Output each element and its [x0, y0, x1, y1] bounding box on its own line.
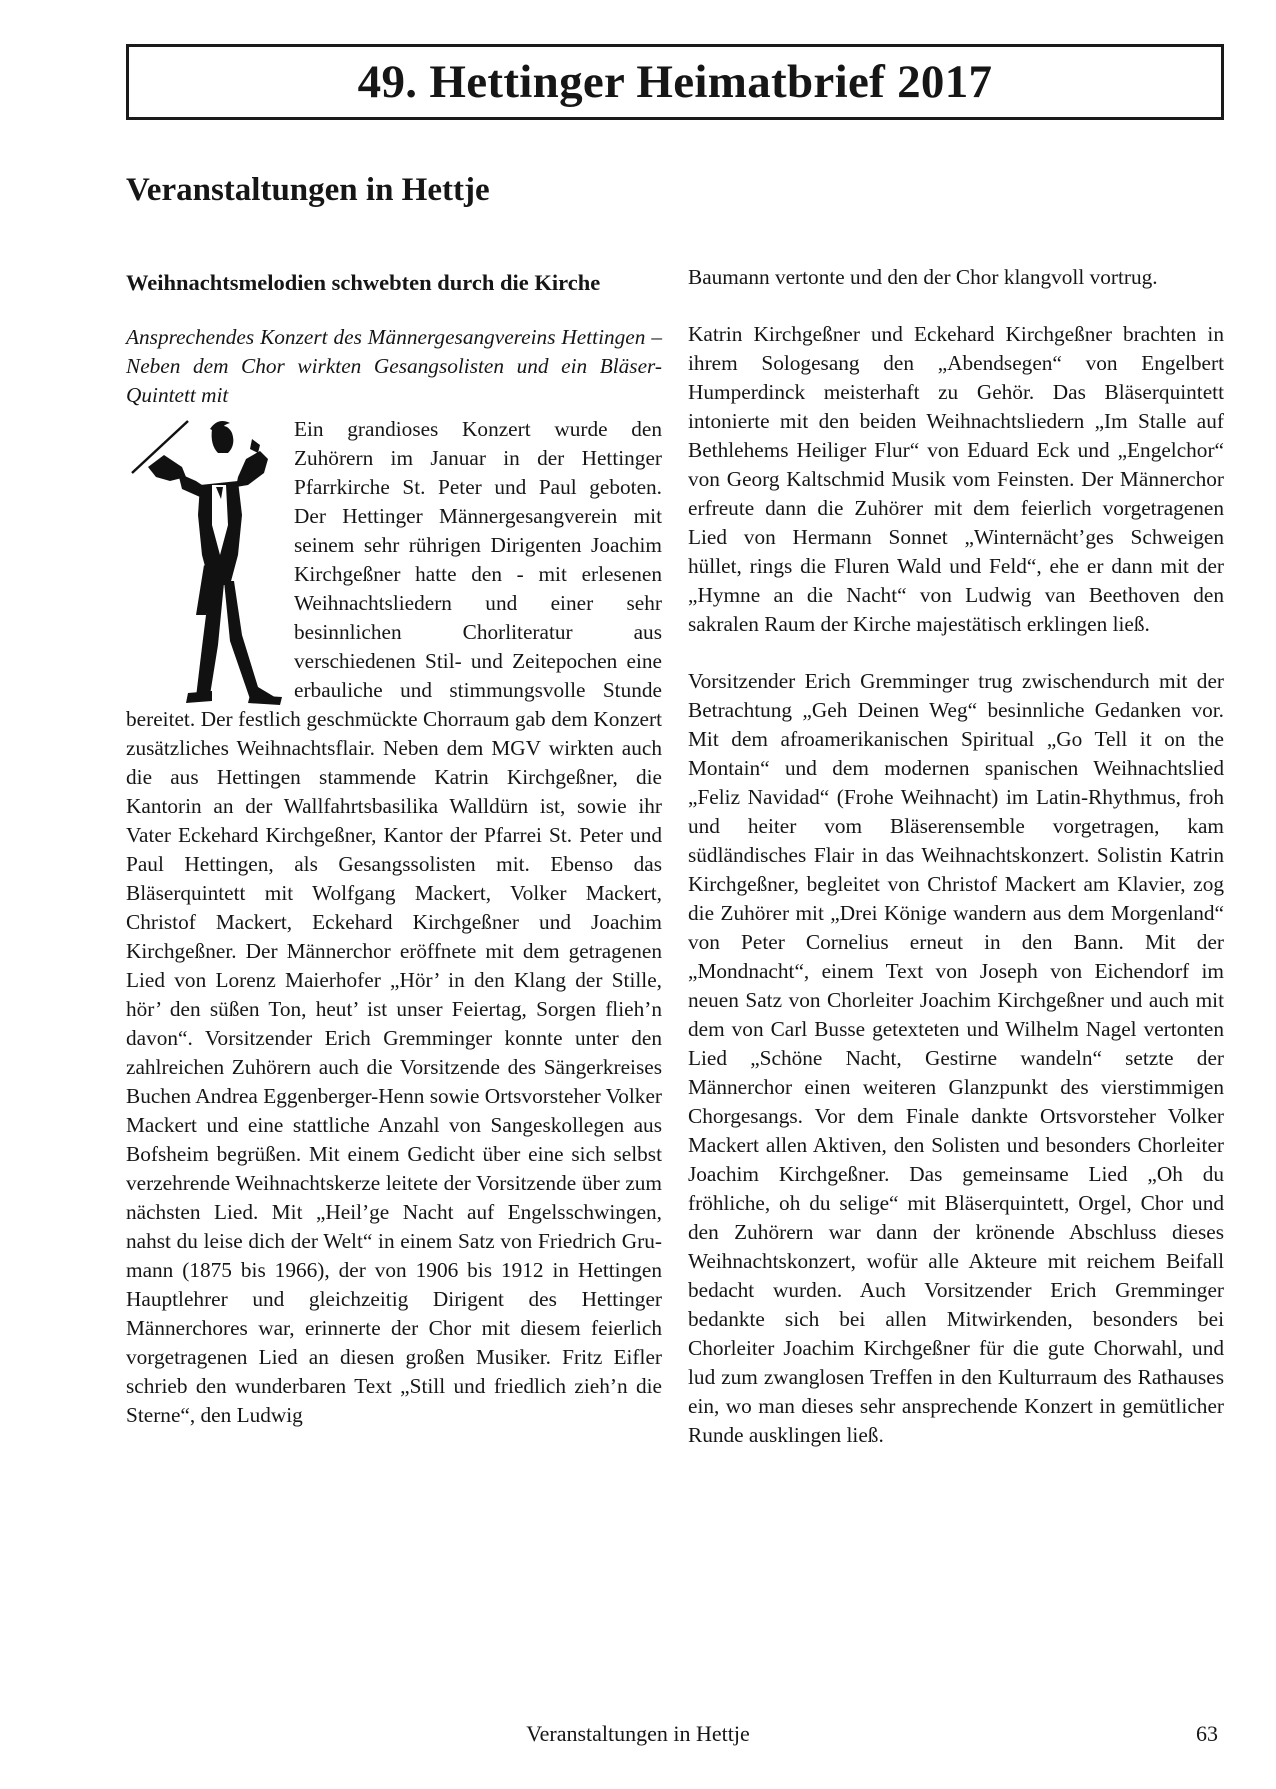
article-paragraph: Baumann vertonte und den der Chor klangvoll vortrug.	[688, 265, 1158, 289]
article-heading: Weihnachtsmelodien schwebten durch die Kirche	[126, 270, 601, 295]
section-title: Veranstaltungen in Hettje	[126, 172, 490, 208]
article-paragraph: Vorsitzender Erich Gremminger trug zwischendurch mit der Betrachtung „Geh Deinen Weg“ besinnliche Gedanken vor. Mit dem afroamerikanischen Spiritual „Go Tell it on the Montain“ und dem modernen spanischen Weihnachtslied „Feliz Navidad“ (Frohe Weihnacht) im Latin-Rhythmus, froh und heiter vom Bläserensemble vorgetragen, kam südländisches Flair in das Weihnachtskonzert. Solistin Katrin Kirchgeßner, begleitet von Christof Mackert am Klavier, zog die Zuhörer mit „Drei Könige wandern aus dem Morgenland“ von Peter Cornelius erneut in den Bann. Mit der „Mondnacht“, einem Text von Joseph von Eichendorf im neuen Satz von Chorleiter Joachim Kirchgeßner und auch mit dem von Carl Busse getexteten und Wilhelm Nagel vertonten Lied „Schöne Nacht, Gestirne wandeln“ setzte der Männerchor einen weiteren Glanzpunkt des vierstimmigen Chorgesangs. Vor dem Finale dankte Ortsvorsteher Volker Mackert allen Aktiven, den Solisten und besonders Chorleiter Joachim Kirchgeßner. Das gemeinsame Lied „Oh du fröhliche, oh du selige“ mit Bläserquintett, Orgel, Chor und den Zuhörern war dann der krönende Abschluss dieses Weihnachtskonzert, wofür alle Akteure mit reichem Beifall bedacht wurden. Auch Vorsitzender Erich Gremminger bedankte sich bei allen Mitwirkenden, besonders bei Chorleiter Joachim Kirchgeßner für die gute Chorwahl, und lud zum zwanglosen Treffen in den Kulturraum des Rathauses ein, wo man dieses sehr ansprechende Konzert in gemütlicher Runde ausklingen ließ.	[688, 669, 1224, 1447]
article-subheading: Ansprechendes Konzert des Männergesangvereins Hettingen – Neben dem Chor wirkten Gesangsolisten und ein Bläser-Quintett mit	[126, 325, 662, 407]
header-box	[126, 44, 1224, 120]
page-header-title: 49. Hettinger Heimatbrief 2017	[357, 56, 993, 108]
article-body-left: Ein grandioses Konzert wurde den Zuhörern im Januar in der Hettinger Pfarrkirche St. Peter und Paul geboten. Der Hettinger Männergesangverein mit seinem sehr rührigen Dirigenten Joachim Kirchgeßner hatte den - mit erlesenen Weihnachtsliedern und einer sehr besinnlichen Chorliteratur aus verschiedenen Stil- und Zeitepochen eine erbauliche und stimmungsvolle Stunde bereitet. Der festlich geschmückte Chorraum gab dem Konzert zusätzliches Weihnachtsflair. Neben dem MGV wirkten auch die aus Hettingen stammende Katrin Kirchgeßner, die Kantorin an der Wallfahrtsbasilika Walldürn ist, sowie ihr Vater Eckehard Kirchgeßner, Kantor der Pfarrei St. Peter und Paul Hettingen, als Gesangssolisten mit. Ebenso das Bläserquintett mit Wolfgang Mackert, Volker Mackert, Christof Mackert, Eckehard Kirchgeßner und Joachim Kirchgeßner. Der Männerchor eröffnete mit dem getragenen Lied von Lorenz Maierhofer „Hör’ in den Klang der Stille, hör’ den süßen Ton, heut’ ist unser Feiertag, Sorgen flieh’n davon“. Vorsitzender Erich Gremminger konnte unter den zahlreichen Zuhörern auch die Vorsitzende des Sängerkreises Buchen Andrea Eggenberger-Henn sowie Ortsvorsteher Volker Mackert und eine stattliche Anzahl von Sangeskollegen aus Bofsheim begrüßen. Mit einem Gedicht über eine sich selbst verzehrende Weihnachtskerze leitete der Vorsitzende über zum nächsten Lied. Mit „Heil’ge Nacht auf Engelsschwingen, nahst du leise dich der Welt“ in einem Satz von Friedrich Gru-mann (1875 bis 1966), der von 1906 bis 1912 in Hettingen Hauptlehrer und gleichzeitig Dirigent des Hettinger Männerchores war, erinnerte der Chor mit diesem feierlich vorgetragenen Lied an diesen großen Musiker. Fritz Eifler schrieb den wunderbaren Text „Still und friedlich zieh’n die Sterne“, den Ludwig	[126, 417, 662, 1427]
conductor-silhouette-icon	[126, 415, 284, 705]
footer-label: Veranstaltungen in Hettje	[526, 1721, 750, 1746]
page-number: 63	[1196, 1721, 1218, 1746]
left-column	[126, 268, 662, 1430]
right-column	[688, 263, 1224, 1478]
article-paragraph: Katrin Kirchgeßner und Eckehard Kirchgeßner brachten in ihrem Sologesang den „Abendsegen“ von Engelbert Humperdinck meisterhaft zu Gehör. Das Bläserquintett intonierte mit den beiden Weihnachtsliedern „Im Stalle auf Bethlehems Heiliger Flur“ von Eduard Eck und „Engelchor“ von Georg Kaltschmid Musik vom Feinsten. Der Männerchor erfreute dann die Zuhörer mit dem feierlich vorgetragenen Lied von Hermann Sonnet „Winternächt’ges Schweigen hüllet, rings die Fluren Wald und Feld“, ehe er dann mit der „Hymne an die Nacht“ von Ludwig van Beethoven den sakralen Raum der Kirche majestätisch erklingen ließ.	[688, 322, 1224, 636]
